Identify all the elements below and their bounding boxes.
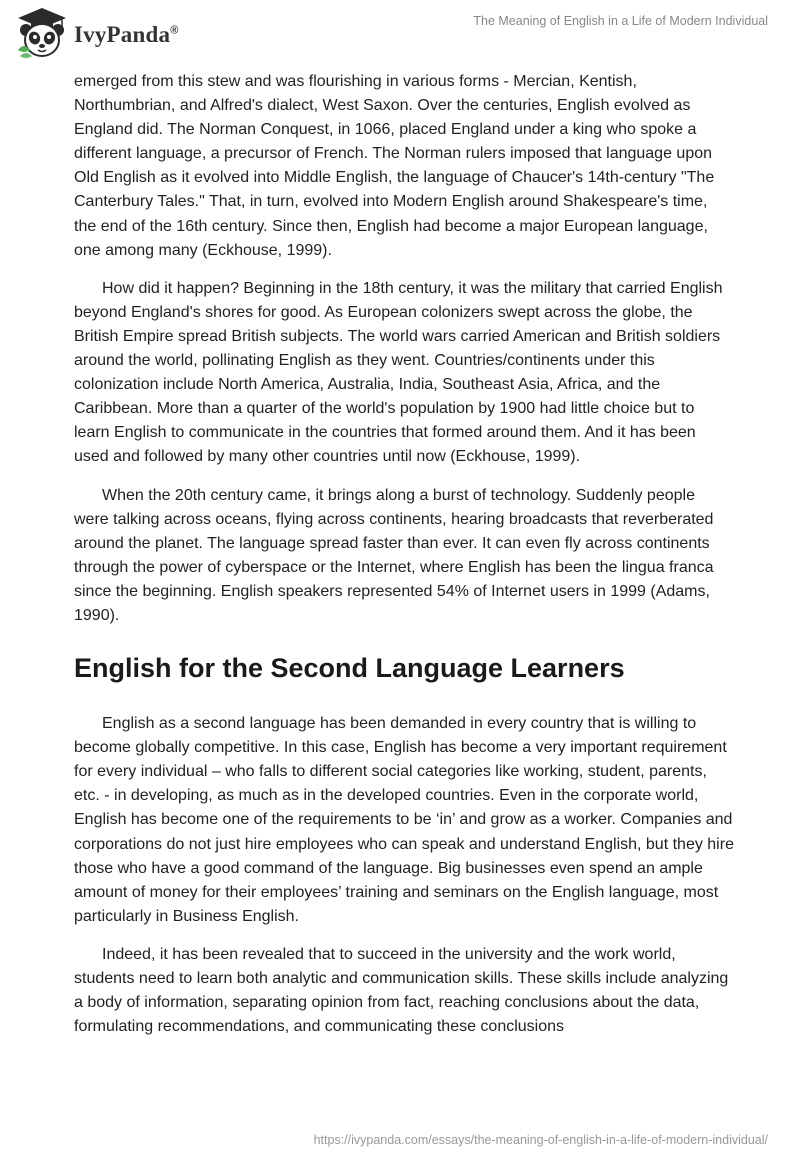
- paragraph: How did it happen? Beginning in the 18th century, it was the military that carried English beyond England's shores for good. As European colonizers swept across the globe, the British Empire spread British subjects. The world wars carried American and British soldiers around the world, pollinating English as they went. Countries/continents under this colonization include North America, Australia, India, Southeast Asia, Africa, and the Caribbean. More than a quarter of the world's population by 1900 had little choice but to learn English to communicate in the countries that formed around them. And it has been used and followed by many other countries until now (Eckhouse, 1999).: [74, 279, 723, 466]
- paragraph: English as a second language has been demanded in every country that is willing to become globally competitive. In this case, English has become a very important requirement for every individual – who falls to different social categories like working, student, parents, etc. - in developing, as much as in the developed countries. Even in the corporate world, English has become one of the requirements to be ‘in’ and grow as a worker. Companies and corporations do not just hire employees who can speak and understand English, but they hire those who have a good command of the language. Big businesses even spend an ample amount of money for their employees’ training and seminars on the English language, most particularly in Business English.: [74, 715, 734, 925]
- paragraph: When the 20th century came, it brings along a burst of technology. Suddenly people were talking across oceans, flying across continents, hearing broadcasts that reverberated around the planet. The language spread faster than ever. It can even fly across continents through the power of cyberspace or the Internet, where English has been the lingua franca since the beginning. English speakers represented 54% of Internet users in 1999 (Adams, 1990).: [74, 486, 714, 624]
- logo[interactable]: [14, 6, 179, 60]
- page-header: [0, 0, 800, 66]
- document-title: The Meaning of English in a Life of Modern Individual: [473, 14, 768, 28]
- paragraph: emerged from this stew and was flourishing in various forms - Mercian, Kentish, Northumbrian, and Alfred's dialect, West Saxon. Over the centuries, English evolved as England did. The Norman Conquest, in 1066, placed England under a king who spoke a different language, a precursor of French. The Norman rulers imposed that language upon Old English as it evolved into Middle English, the language of Chaucer's 14th-century "The Canterbury Tales." That, in turn, evolved into Modern English around Shakespeare's time, the end of the 16th century. Since then, English had become a major European language, one among many (Eckhouse, 1999).: [74, 73, 715, 259]
- source-url[interactable]: https://ivypanda.com/essays/the-meaning-of-english-in-a-life-of-modern-individual/: [313, 1133, 768, 1147]
- panda-logo-icon: [14, 6, 70, 60]
- essay-body: [74, 70, 734, 1053]
- logo-text: IvyPanda®: [74, 22, 179, 47]
- section-heading: English for the Second Language Learners: [74, 653, 625, 684]
- paragraph: Indeed, it has been revealed that to succeed in the university and the work world, students need to learn both analytic and communication skills. These skills include analyzing a body of information, separating opinion from fact, reaching conclusions about the data, formulating recommendations, and communicating these conclusions: [74, 945, 729, 1036]
